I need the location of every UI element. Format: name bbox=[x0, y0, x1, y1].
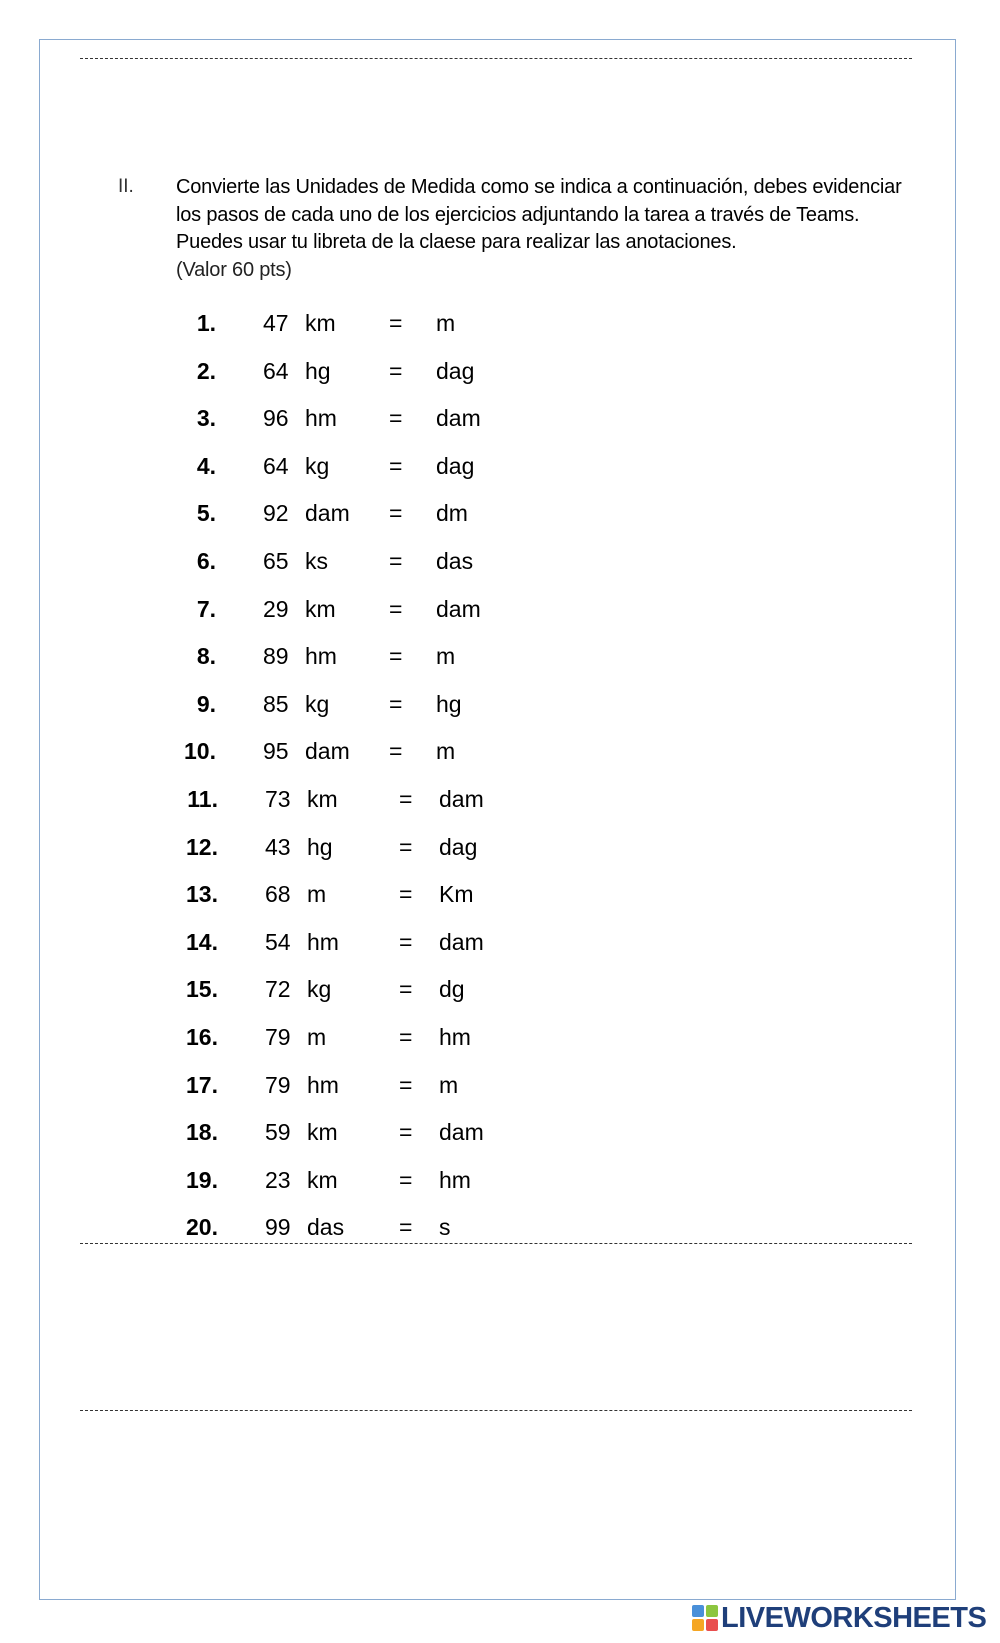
exercise-number: 14. bbox=[186, 928, 218, 955]
exercise-from-unit: dam bbox=[305, 738, 350, 765]
exercise-from-unit: kg bbox=[305, 452, 330, 479]
exercise-number: 16. bbox=[186, 1024, 218, 1050]
exercise-from-unit: hg bbox=[305, 357, 331, 384]
exercise-to-unit: dam bbox=[439, 786, 484, 812]
exercise-row bbox=[0, 403, 1000, 433]
equals-sign: = bbox=[389, 310, 403, 336]
exercise-row bbox=[0, 879, 1000, 909]
exercise-number: 20. bbox=[186, 1214, 218, 1241]
exercise-number: 19. bbox=[186, 1166, 218, 1193]
exercise-value: 73 bbox=[265, 786, 291, 812]
exercise-row bbox=[0, 1070, 1000, 1100]
exercise-to-unit: hm bbox=[439, 1024, 471, 1050]
exercise-from-unit: kg bbox=[307, 976, 332, 1003]
dashed-separator-middle bbox=[80, 1243, 912, 1244]
logo-square-3 bbox=[692, 1619, 704, 1631]
exercise-row bbox=[0, 498, 1000, 528]
instructions bbox=[176, 174, 916, 284]
dashed-separator-bottom bbox=[80, 1410, 912, 1411]
exercise-to-unit: dag bbox=[436, 357, 475, 384]
exercise-from-unit: km bbox=[307, 786, 338, 812]
exercise-to-unit: das bbox=[436, 548, 474, 574]
liveworksheets-logo bbox=[692, 1602, 986, 1634]
equals-sign: = bbox=[389, 690, 403, 717]
exercise-row bbox=[0, 308, 1000, 338]
exercise-to-unit: hg bbox=[436, 690, 462, 717]
exercise-value: 64 bbox=[263, 357, 289, 384]
exercise-from-unit: km bbox=[307, 1166, 338, 1193]
exercise-value: 29 bbox=[263, 595, 289, 622]
exercise-value: 79 bbox=[265, 1071, 291, 1098]
exercise-to-unit: dam bbox=[439, 1119, 484, 1146]
exercise-row bbox=[0, 736, 1000, 766]
exercise-from-unit: km bbox=[305, 310, 336, 336]
exercise-to-unit: hm bbox=[439, 1166, 471, 1193]
equals-sign: = bbox=[389, 548, 403, 574]
exercise-to-unit: dag bbox=[436, 452, 475, 479]
exercise-from-unit: das bbox=[307, 1214, 345, 1241]
exercise-number: 13. bbox=[186, 881, 218, 908]
exercise-value: 65 bbox=[263, 548, 289, 574]
equals-sign: = bbox=[399, 1214, 413, 1241]
equals-sign: = bbox=[389, 500, 403, 527]
equals-sign: = bbox=[399, 786, 413, 812]
exercise-from-unit: ks bbox=[305, 548, 328, 574]
exercise-from-unit: hg bbox=[307, 833, 333, 860]
exercise-number: 15. bbox=[186, 976, 218, 1003]
exercise-to-unit: dag bbox=[439, 833, 478, 860]
logo-square-4 bbox=[706, 1619, 718, 1631]
exercise-number: 11. bbox=[187, 786, 218, 812]
equals-sign: = bbox=[389, 405, 403, 432]
exercise-value: 68 bbox=[265, 881, 291, 908]
brand-name: LIVEWORKSHEETS bbox=[721, 1601, 987, 1634]
exercise-number: 9. bbox=[196, 690, 216, 717]
equals-sign: = bbox=[389, 452, 403, 479]
exercise-value: 85 bbox=[263, 690, 289, 717]
exercise-from-unit: hm bbox=[305, 405, 337, 432]
exercise-to-unit: dam bbox=[436, 595, 481, 622]
exercise-to-unit: m bbox=[436, 310, 456, 336]
exercise-row bbox=[0, 832, 1000, 862]
equals-sign: = bbox=[399, 881, 413, 908]
equals-sign: = bbox=[399, 1024, 413, 1050]
exercise-row bbox=[0, 689, 1000, 719]
exercise-value: 54 bbox=[265, 928, 291, 955]
equals-sign: = bbox=[399, 1071, 413, 1098]
exercise-row bbox=[0, 974, 1000, 1004]
liveworksheets-icon bbox=[692, 1605, 718, 1631]
exercise-row bbox=[0, 594, 1000, 624]
exercise-from-unit: km bbox=[307, 1119, 338, 1146]
logo-square-1 bbox=[692, 1605, 704, 1617]
exercise-from-unit: hm bbox=[305, 643, 337, 670]
equals-sign: = bbox=[399, 976, 413, 1003]
equals-sign: = bbox=[389, 595, 403, 622]
section-number: II. bbox=[118, 176, 134, 197]
exercise-value: 89 bbox=[263, 643, 289, 670]
exercise-row bbox=[0, 1212, 1000, 1242]
exercise-row bbox=[0, 451, 1000, 481]
equals-sign: = bbox=[399, 833, 413, 860]
exercise-row bbox=[0, 641, 1000, 671]
exercise-from-unit: m bbox=[307, 881, 327, 908]
value-note: (Valor 60 pts) bbox=[176, 258, 292, 281]
exercise-value: 95 bbox=[263, 738, 289, 765]
exercise-to-unit: s bbox=[439, 1214, 451, 1241]
dashed-separator-top bbox=[80, 58, 912, 59]
exercise-to-unit: m bbox=[439, 1071, 459, 1098]
exercise-to-unit: m bbox=[436, 738, 456, 765]
equals-sign: = bbox=[389, 738, 403, 765]
exercise-to-unit: dam bbox=[439, 928, 484, 955]
exercise-to-unit: dg bbox=[439, 976, 465, 1003]
exercise-value: 64 bbox=[263, 452, 289, 479]
exercise-value: 72 bbox=[265, 976, 291, 1003]
exercise-from-unit: dam bbox=[305, 500, 350, 527]
exercise-number: 6. bbox=[196, 548, 216, 574]
exercise-number: 10. bbox=[184, 738, 216, 765]
exercise-number: 3. bbox=[196, 405, 216, 432]
exercise-number: 4. bbox=[196, 452, 216, 479]
exercise-to-unit: m bbox=[436, 643, 456, 670]
exercise-value: 92 bbox=[263, 500, 289, 527]
exercise-number: 5. bbox=[196, 500, 216, 527]
exercise-number: 12. bbox=[186, 833, 218, 860]
exercise-from-unit: m bbox=[307, 1024, 327, 1050]
logo-square-2 bbox=[706, 1605, 718, 1617]
equals-sign: = bbox=[389, 643, 403, 670]
exercise-value: 43 bbox=[265, 833, 291, 860]
exercise-number: 7. bbox=[196, 595, 216, 622]
equals-sign: = bbox=[399, 1166, 413, 1193]
exercise-number: 8. bbox=[196, 643, 216, 670]
exercise-number: 1. bbox=[196, 310, 216, 336]
exercise-row bbox=[0, 1165, 1000, 1195]
exercise-value: 79 bbox=[265, 1024, 291, 1050]
exercise-row bbox=[0, 356, 1000, 386]
exercise-value: 99 bbox=[265, 1214, 291, 1241]
exercise-number: 2. bbox=[196, 357, 216, 384]
exercise-from-unit: kg bbox=[305, 690, 330, 717]
exercise-row bbox=[0, 1117, 1000, 1147]
exercise-row bbox=[0, 784, 1000, 814]
exercise-value: 47 bbox=[263, 310, 289, 336]
exercise-value: 23 bbox=[265, 1166, 291, 1193]
equals-sign: = bbox=[389, 357, 403, 384]
exercise-to-unit: dm bbox=[436, 500, 468, 527]
exercise-row bbox=[0, 1022, 1000, 1052]
instruction-text: Convierte las Unidades de Medida como se indica a continuación, debes evidenciar los pasos de cada uno de los ejercicios adjuntando la tarea a través de Teams. Puedes usar tu libreta de la claese para realizar las anotaciones. bbox=[176, 176, 902, 253]
exercise-number: 18. bbox=[186, 1119, 218, 1146]
exercise-to-unit: Km bbox=[439, 881, 474, 908]
exercise-value: 96 bbox=[263, 405, 289, 432]
exercise-from-unit: hm bbox=[307, 928, 339, 955]
exercise-number: 17. bbox=[186, 1071, 218, 1098]
exercise-value: 59 bbox=[265, 1119, 291, 1146]
exercise-from-unit: km bbox=[305, 595, 336, 622]
exercise-row bbox=[0, 546, 1000, 576]
exercise-from-unit: hm bbox=[307, 1071, 339, 1098]
exercise-row bbox=[0, 927, 1000, 957]
equals-sign: = bbox=[399, 928, 413, 955]
equals-sign: = bbox=[399, 1119, 413, 1146]
exercise-to-unit: dam bbox=[436, 405, 481, 432]
